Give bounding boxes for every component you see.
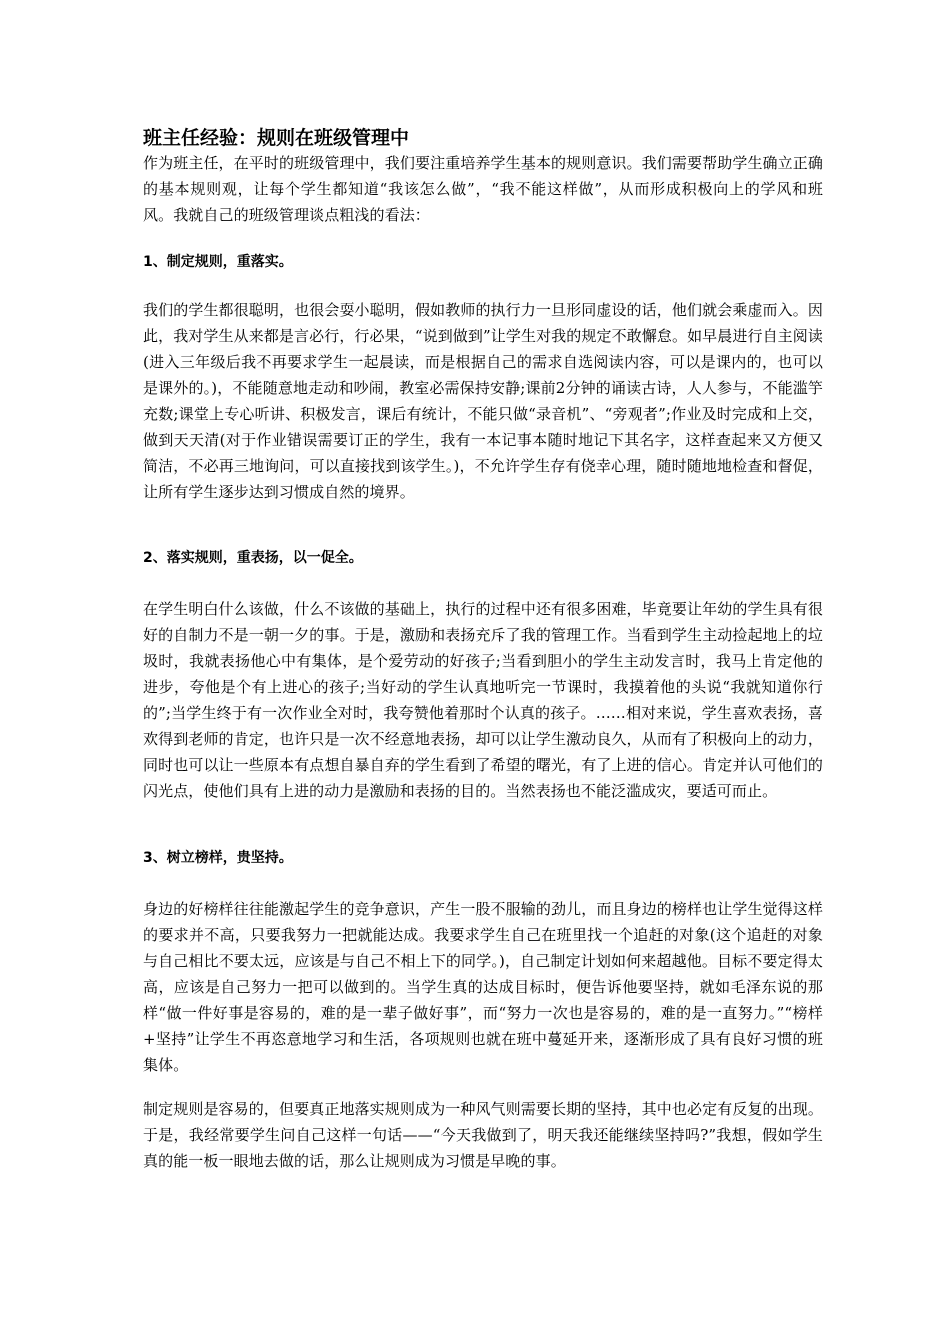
section-1-heading: 1、制定规则，重落实。 <box>143 254 293 270</box>
section-3-paragraph: 身边的好榜样往往能激起学生的竞争意识，产生一股不服输的劲儿，而且身边的榜样也让学生觉得这样的要求并不高，只要我努力一把就能达成。我要求学生自己在班里找一个追赶的对象(这个追赶的对象与自己相比不要太远，应该是与自己不相上下的同学。)，自己制定计划如何来超越他。目标不要定得太高，应该是自己努力一把可以做到的。当学生真的达成目标时，便告诉他要坚持，就如毛泽东说的那样“做一件好事是容易的，难的是一辈子做好事”，而“努力一次也是容易的，难的是一直努力。”“榜样+坚持”让学生不再恣意地学习和生活，各项规则也就在班中蔓延开来，逐渐形成了具有良好习惯的班集体。 <box>143 900 823 1074</box>
section-3-heading: 3、树立榜样，贵坚持。 <box>143 850 293 866</box>
closing-paragraph: 制定规则是容易的，但要真正地落实规则成为一种风气则需要长期的坚持，其中也必定有反复的出现。于是，我经常要学生问自己这样一句话——“今天我做到了，明天我还能继续坚持吗?”我想，假如学生真的能一板一眼地去做的话，那么让规则成为习惯是早晚的事。 <box>143 1100 823 1170</box>
section-2-paragraph: 在学生明白什么该做，什么不该做的基础上，执行的过程中还有很多困难，毕竟要让年幼的学生具有很好的自制力不是一朝一夕的事。于是，激励和表扬充斥了我的管理工作。当看到学生主动捡起地上的垃圾时，我就表扬他心中有集体，是个爱劳动的好孩子;当看到胆小的学生主动发言时，我马上肯定他的进步，夸他是个有上进心的孩子;当好动的学生认真地听完一节课时，我摸着他的头说“我就知道你行的”;当学生终于有一次作业全对时，我夸赞他着那时个认真的孩子。……相对来说，学生喜欢表扬，喜欢得到老师的肯定，也许只是一次不经意地表扬，却可以让学生激动良久，从而有了积极向上的动力，同时也可以让一些原本有点想自暴自弃的学生看到了希望的曙光，有了上进的信心。肯定并认可他们的闪光点，使他们具有上进的动力是激励和表扬的目的。当然表扬也不能泛滥成灾，要适可而止。 <box>143 600 823 800</box>
section-1-paragraph: 我们的学生都很聪明，也很会耍小聪明，假如教师的执行力一旦形同虚设的话，他们就会乘虚而入。因此，我对学生从来都是言必行，行必果，“说到做到”让学生对我的规定不敢懈怠。如早晨进行自主阅读(进入三年级后我不再要求学生一起晨读，而是根据自己的需求自选阅读内容，可以是课内的，也可以是课外的。)，不能随意地走动和吵闹，教室必需保持安静;课前2分钟的诵读古诗，人人参与，不能滥竽充数;课堂上专心听讲、积极发言，课后有统计，不能只做“录音机”、“旁观者”;作业及时完成和上交，做到天天清(对于作业错误需要订正的学生，我有一本记事本随时地记下其名字，这样查起来又方便又简洁，不必再三地询问，可以直接找到该学生。)，不允许学生存有侥幸心理，随时随地地检查和督促，让所有学生逐步达到习惯成自然的境界。 <box>143 301 823 501</box>
section-2-heading: 2、落实规则，重表扬，以一促全。 <box>143 550 363 566</box>
intro-paragraph: 作为班主任，在平时的班级管理中，我们要注重培养学生基本的规则意识。我们需要帮助学生确立正确的基本规则观，让每个学生都知道“我该怎么做”，“我不能这样做”，从而形成积极向上的学风和班风。我就自己的班级管理谈点粗浅的看法： <box>143 154 823 224</box>
document-title: 班主任经验：规则在班级管理中 <box>143 127 410 149</box>
